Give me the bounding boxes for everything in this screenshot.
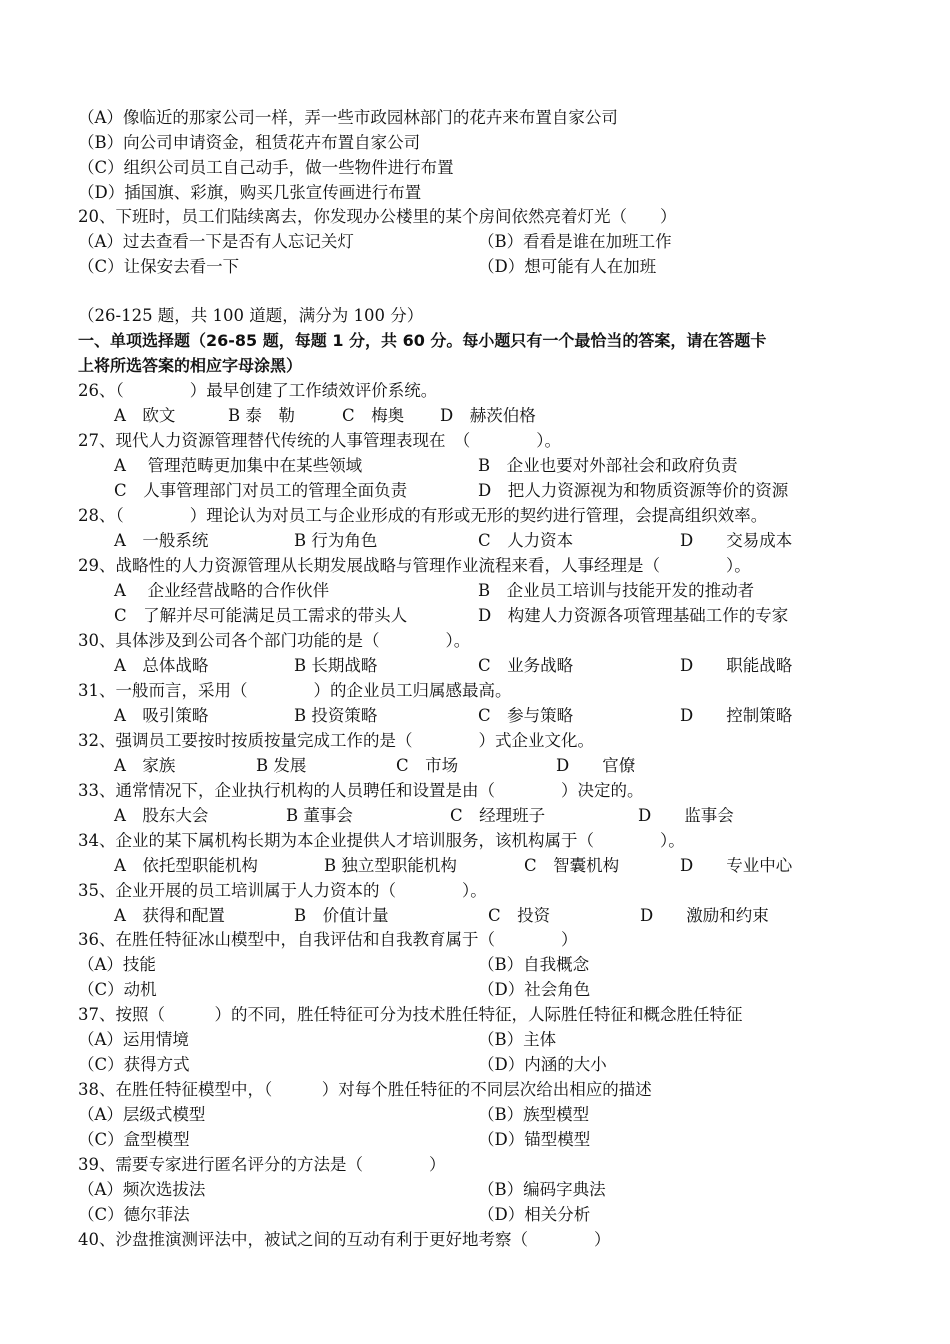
option-row	[78, 255, 898, 279]
option-d: D 激励和约束	[640, 906, 769, 925]
option-row	[78, 404, 898, 428]
option-d: D 交易成本	[680, 531, 793, 550]
option-row	[78, 604, 898, 628]
option-b: （B）看看是谁在加班工作	[478, 232, 672, 251]
question-stem: 27、现代人力资源管理替代传统的人事管理表现在 （ ）。	[78, 431, 561, 450]
option-c: （C）盒型模型	[78, 1130, 190, 1149]
option-row	[78, 754, 898, 778]
option-row	[78, 704, 898, 728]
option-d: （D）相关分析	[478, 1205, 591, 1224]
option-c: C 人力资本	[478, 531, 574, 550]
option-a: （A）运用情境	[78, 1030, 189, 1049]
option-row	[78, 529, 898, 553]
option-line: （C）组织公司员工自己动手，做一些物件进行布置	[78, 158, 454, 177]
question-stem: 31、一般而言，采用（ ）的企业员工归属感最高。	[78, 681, 512, 700]
option-line: （A）像临近的那家公司一样，弄一些市政园林部门的花卉来布置自家公司	[78, 108, 618, 127]
question-stem: 32、强调员工要按时按质按量完成工作的是（ ）式企业文化。	[78, 731, 594, 750]
option-b: （B）族型模型	[478, 1105, 590, 1124]
option-d: （D）内涵的大小	[478, 1055, 607, 1074]
option-a: A 一般系统	[114, 531, 209, 550]
option-a: A 获得和配置	[114, 906, 225, 925]
option-d: D 官僚	[556, 756, 636, 775]
option-d: D 监事会	[638, 806, 734, 825]
option-b: B 独立型职能机构	[324, 856, 457, 875]
option-a: A 股东大会	[114, 806, 209, 825]
option-a: （A）过去查看一下是否有人忘记关灯	[78, 232, 354, 251]
option-c: C 梅奥	[342, 406, 405, 425]
option-b: （B）主体	[478, 1030, 557, 1049]
section-title-continued: 上将所选答案的相应字母涂黑）	[78, 356, 303, 375]
option-row	[78, 1128, 898, 1152]
question-stem: 33、通常情况下，企业执行机构的人员聘任和设置是由（ ）决定的。	[78, 781, 644, 800]
option-c: （C）让保安去看一下	[78, 257, 240, 276]
option-b: B 投资策略	[294, 706, 378, 725]
option-b: B 泰 勒	[228, 406, 295, 425]
option-d: D 控制策略	[680, 706, 793, 725]
option-d: D 构建人力资源各项管理基础工作的专家	[478, 606, 789, 625]
option-line: （B）向公司申请资金，租赁花卉布置自家公司	[78, 133, 421, 152]
question-stem: 37、按照（ ）的不同，胜任特征可分为技术胜任特征，人际胜任特征和概念胜任特征	[78, 1005, 743, 1024]
option-a: A 吸引策略	[114, 706, 209, 725]
question-stem: 29、战略性的人力资源管理从长期发展战略与管理作业流程来看，人事经理是（ ）。	[78, 556, 751, 575]
option-c: （C）动机	[78, 980, 157, 999]
option-d: D 专业中心	[680, 856, 793, 875]
option-a: （A）层级式模型	[78, 1105, 206, 1124]
option-b: （B）自我概念	[478, 955, 590, 974]
option-a: A 家族	[114, 756, 176, 775]
option-row	[78, 1203, 898, 1227]
option-row	[78, 454, 898, 478]
question-stem: 20、下班时，员工们陆续离去，你发现办公楼里的某个房间依然亮着灯光（ ）	[78, 207, 677, 226]
option-row	[78, 854, 898, 878]
option-a: A 依托型职能机构	[114, 856, 258, 875]
option-row	[78, 953, 898, 977]
option-d: D 把人力资源视为和物质资源等价的资源	[478, 481, 789, 500]
option-a: A 管理范畴更加集中在某些领域	[114, 456, 363, 475]
option-d: D 职能战略	[680, 656, 793, 675]
question-stem: 35、企业开展的员工培训属于人力资本的（ ）。	[78, 881, 487, 900]
option-row	[78, 804, 898, 828]
option-d: （D）锚型模型	[478, 1130, 591, 1149]
option-row	[78, 1178, 898, 1202]
question-stem: 28、（ ）理论认为对员工与企业形成的有形或无形的契约进行管理，会提高组织效率。	[78, 506, 768, 525]
question-stem: 36、在胜任特征冰山模型中，自我评估和自我教育属于（ ）	[78, 930, 578, 949]
option-c: C 智囊机构	[524, 856, 620, 875]
option-a: A 总体战略	[114, 656, 209, 675]
option-a: （A）频次选拔法	[78, 1180, 206, 1199]
option-row	[78, 1103, 898, 1127]
question-stem: 38、在胜任特征模型中，（ ）对每个胜任特征的不同层次给出相应的描述	[78, 1080, 652, 1099]
option-row	[78, 978, 898, 1002]
option-b: B 企业也要对外部社会和政府负责	[478, 456, 738, 475]
option-c: C 参与策略	[478, 706, 574, 725]
option-c: C 市场	[396, 756, 459, 775]
option-c: （C）德尔菲法	[78, 1205, 190, 1224]
option-d: （D）想可能有人在加班	[478, 257, 657, 276]
option-b: B 长期战略	[294, 656, 378, 675]
option-a: （A）技能	[78, 955, 156, 974]
option-d: D 赫茨伯格	[440, 406, 536, 425]
option-row	[78, 1053, 898, 1077]
option-row	[78, 654, 898, 678]
section-title: 一、单项选择题（26-85 题，每题 1 分，共 60 分。每小题只有一个最恰当的答案，请在答题卡	[78, 331, 767, 350]
question-stem: 40、沙盘推演测评法中，被试之间的互动有利于更好地考察（ ）	[78, 1230, 611, 1249]
option-c: C 人事管理部门对员工的管理全面负责	[114, 481, 408, 500]
question-stem: 39、需要专家进行匿名评分的方法是（ ）	[78, 1155, 446, 1174]
option-c: C 了解并尽可能满足员工需求的带头人	[114, 606, 408, 625]
option-b: B 董事会	[286, 806, 353, 825]
option-b: B 价值计量	[294, 906, 389, 925]
section-note: （26-125 题，共 100 道题，满分为 100 分）	[78, 306, 424, 325]
option-b: B 行为角色	[294, 531, 378, 550]
option-row	[78, 579, 898, 603]
option-b: B 发展	[256, 756, 307, 775]
option-row	[78, 1028, 898, 1052]
option-b: B 企业员工培训与技能开发的推动者	[478, 581, 755, 600]
option-a: A 企业经营战略的合作伙伴	[114, 581, 330, 600]
option-c: C 投资	[488, 906, 551, 925]
question-stem: 26、（ ）最早创建了工作绩效评价系统。	[78, 381, 438, 400]
option-c: C 经理班子	[450, 806, 546, 825]
question-stem: 30、具体涉及到公司各个部门功能的是（ ）。	[78, 631, 471, 650]
option-line: （D）插国旗、彩旗，购买几张宣传画进行布置	[78, 183, 422, 202]
option-row	[78, 904, 898, 928]
option-b: （B）编码字典法	[478, 1180, 606, 1199]
option-a: A 欧文	[114, 406, 176, 425]
question-stem: 34、企业的某下属机构长期为本企业提供人才培训服务，该机构属于（ ）。	[78, 831, 685, 850]
option-c: C 业务战略	[478, 656, 574, 675]
option-c: （C）获得方式	[78, 1055, 190, 1074]
option-row	[78, 230, 898, 254]
option-row	[78, 479, 898, 503]
option-d: （D）社会角色	[478, 980, 591, 999]
